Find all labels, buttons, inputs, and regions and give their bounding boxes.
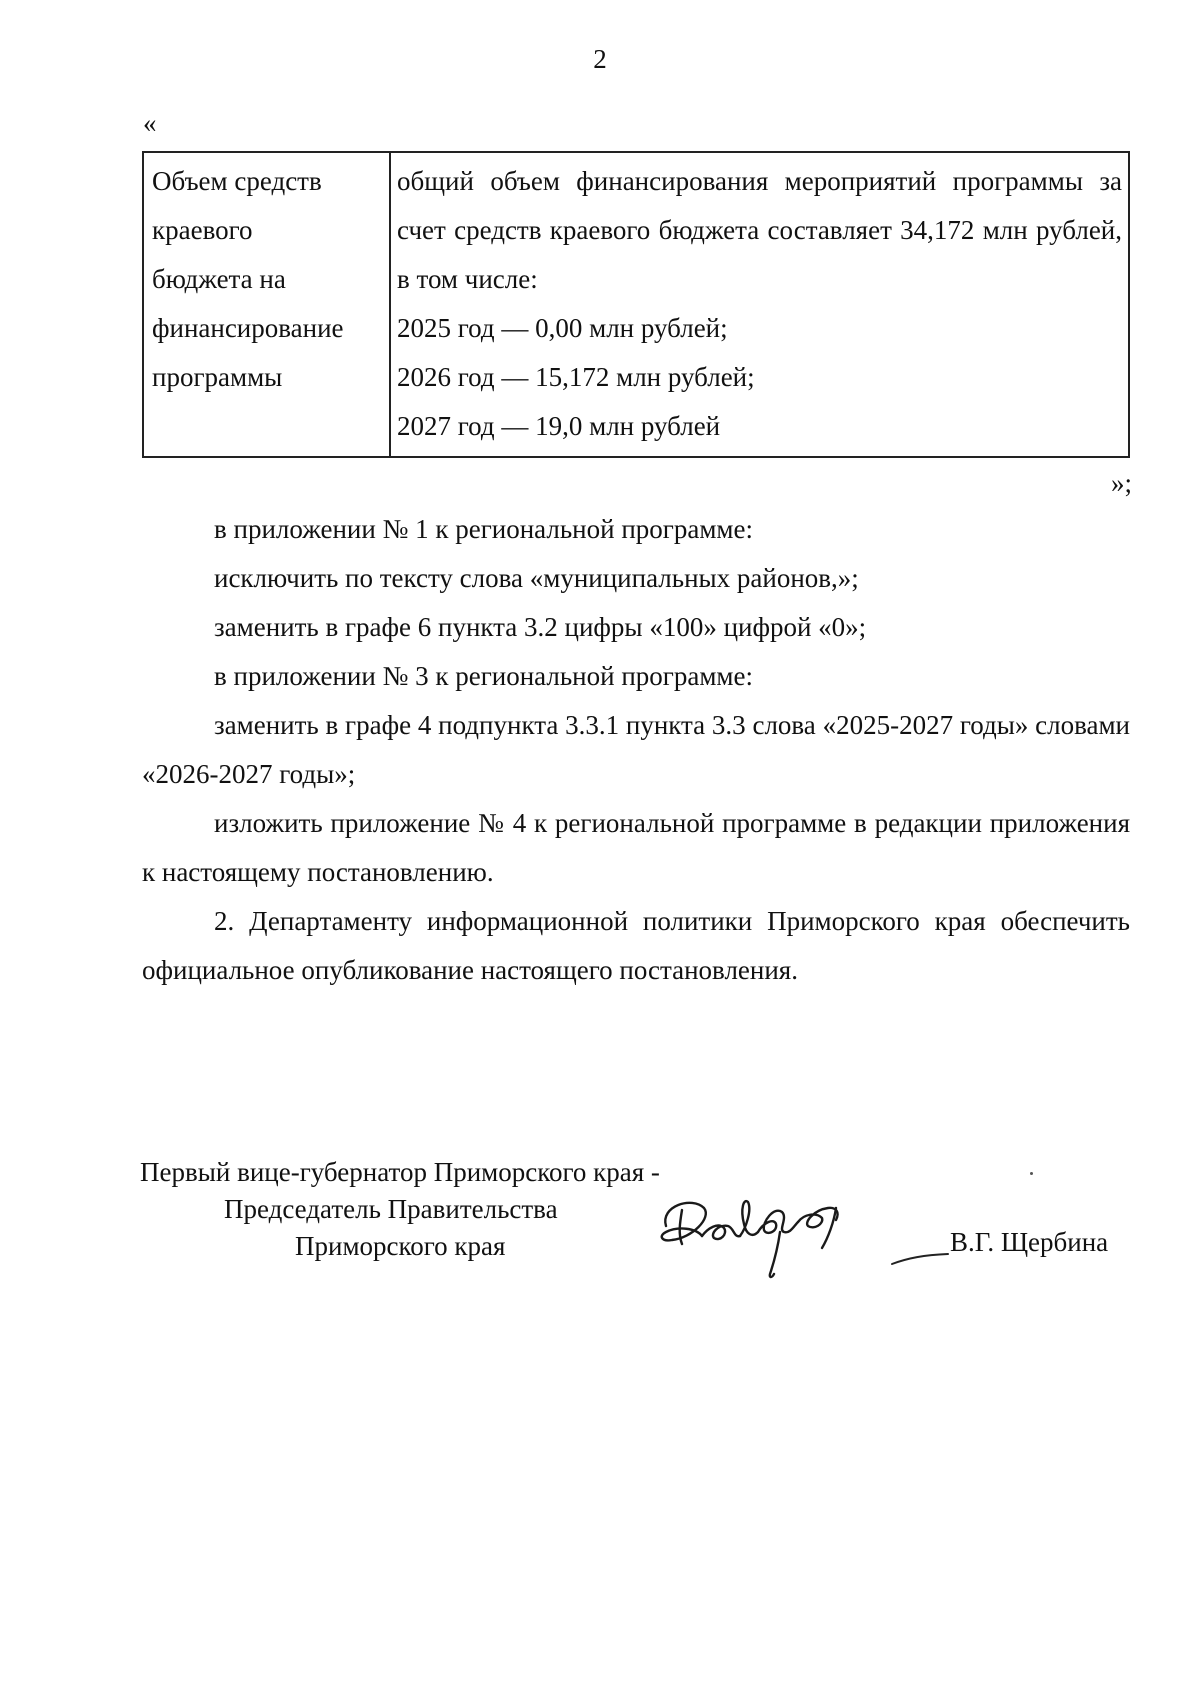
scan-speck <box>1030 1172 1033 1175</box>
handwritten-signature <box>652 1188 872 1283</box>
budget-label-cell <box>143 152 390 457</box>
budget-year-line: 2025 год — 0,00 млн рублей; <box>397 313 728 343</box>
budget-label-line: финансирование <box>152 313 344 343</box>
numbered-paragraph: 2. Департаменту информационной политики Приморского края обеспечить официальное опубликование настоящего постановления. <box>142 906 1130 985</box>
budget-label-line: бюджета на <box>152 264 286 294</box>
signature-underline <box>890 1250 950 1270</box>
signatory-position <box>140 1154 660 1265</box>
body-text <box>142 505 1130 995</box>
budget-label-line: Объем средств <box>152 166 322 196</box>
signer-name: В.Г. Щербина <box>950 1227 1109 1257</box>
position-line: Председатель Правительства <box>224 1194 558 1224</box>
paragraph: изложить приложение № 4 к региональной программе в редакции приложения к настоящему постановлению. <box>142 808 1130 887</box>
paragraph: в приложении № 1 к региональной программе: <box>214 514 753 544</box>
budget-year-line: 2027 год — 19,0 млн рублей <box>397 411 721 441</box>
budget-label-line: программы <box>152 362 283 392</box>
opening-quote-mark: « <box>143 108 157 138</box>
budget-year-line: 2026 год — 15,172 млн рублей; <box>397 362 755 392</box>
paragraph: заменить в графе 6 пункта 3.2 цифры «100» цифрой «0»; <box>214 612 867 642</box>
budget-total-text: общий объем финансирования мероприятий программы за счет средств краевого бюджета составляет 34,172 млн рублей, в том числе: <box>397 166 1122 294</box>
closing-quote-mark: »; <box>1110 468 1132 498</box>
budget-label-line: краевого <box>152 215 253 245</box>
position-line: Приморского края <box>295 1231 506 1261</box>
paragraph: в приложении № 3 к региональной программе: <box>214 661 753 691</box>
paragraph: исключить по тексту слова «муниципальных районов,»; <box>214 563 859 593</box>
budget-value-cell <box>390 152 1129 457</box>
position-line: Первый вице-губернатор Приморского края - <box>140 1157 660 1187</box>
paragraph: заменить в графе 4 подпункта 3.3.1 пункта 3.3 слова «2025-2027 годы» словами «2026-2027 годы»; <box>142 710 1130 789</box>
budget-table <box>142 151 1130 458</box>
page-number: 2 <box>593 44 607 74</box>
